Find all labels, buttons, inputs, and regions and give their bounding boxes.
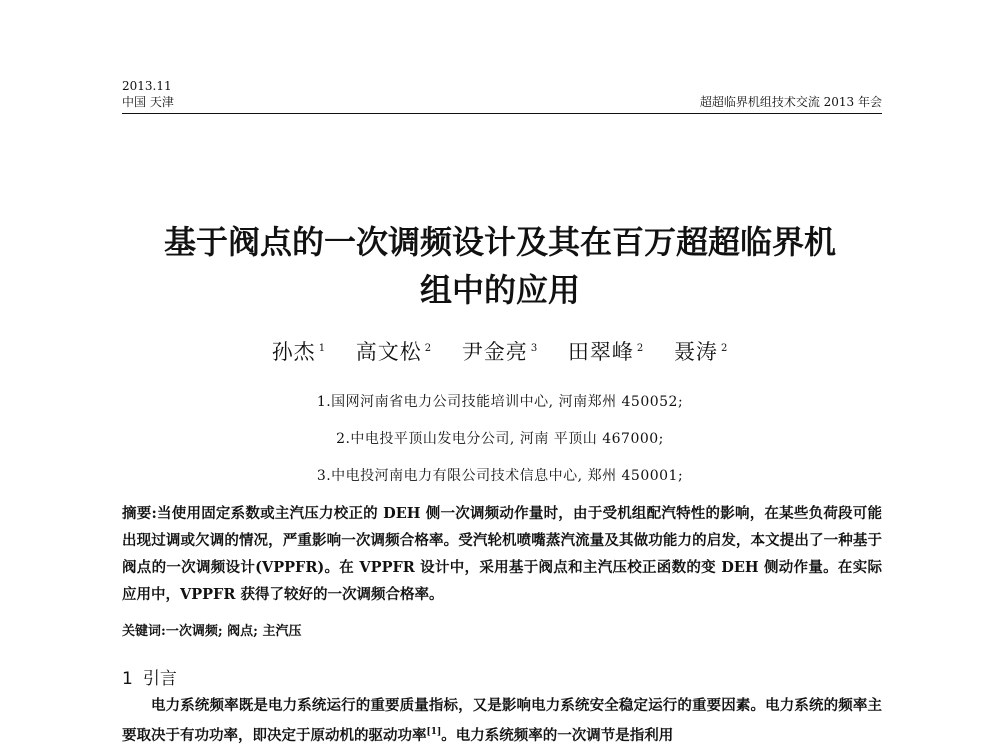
section-heading-intro [122,664,177,689]
section-number: 1 [122,669,133,689]
keywords [122,620,301,639]
intro-paragraph [122,692,882,749]
intro-text: 电力系统频率既是电力系统运行的重要质量指标，又是影响电力系统安全稳定运行的重要因素。电力系统的频率主要取决于有功功率，即决定于原动机的驱动功率 [122,697,882,744]
header-conference: 超超临界机组技术交流 2013 年会 [699,95,882,109]
abstract [122,500,882,608]
paper-title [110,218,890,314]
title-line-1: 基于阀点的一次调频设计及其在百万超超临界机 [163,223,836,261]
affiliation-2: 2.中电投平顶山发电分公司, 河南 平顶山 467000; [336,431,664,447]
author [674,340,728,364]
author [272,340,326,364]
author-affiliation-mark: 2 [720,343,729,354]
affiliation-3: 3.中电投河南电力有限公司技术信息中心, 郑州 450001; [316,468,684,484]
keywords-text: 一次调频; 阀点; 主汽压 [165,624,302,639]
author-name: 高文松 [355,340,422,364]
abstract-label: 摘要: [122,505,157,522]
author-affiliation-mark: 3 [530,343,539,354]
author [356,340,432,364]
header-date: 2013.11 [122,79,172,93]
author-list [0,336,1000,366]
author-name: 孙杰 [271,340,316,364]
author [568,340,644,364]
author-affiliation-mark: 1 [318,343,327,354]
author [462,340,538,364]
abstract-text: 当使用固定系数或主汽压力校正的 DEH 侧一次调频动作量时，由于受机组配汽特性的影响，在某些负荷段可能出现过调或欠调的情况，严重影响一次调频合格率。受汽轮机喷嘴蒸汽流量及其做功能力的启发，本文提出了一种基于阀点的一次调频设计(VPPFR)。在 VPPFR 设计中，采用基于阀点和主汽压校正函数的变 DEH 侧动作量。在实际应用中，VPPFR 获得了较好的一次调频合格率。 [122,505,883,603]
author-name: 聂涛 [673,340,718,364]
author-affiliation-mark: 2 [424,343,433,354]
section-title: 引言 [142,669,177,689]
affiliation-1: 1.国网河南省电力公司技能培训中心, 河南郑州 450052; [316,394,684,410]
intro-text-cont: 。电力系统频率的一次调节是指利用 [441,726,674,744]
author-affiliation-mark: 2 [636,343,645,354]
author-name: 田翠峰 [567,340,634,364]
header-location: 中国 天津 [122,95,174,109]
keywords-label: 关键词: [122,624,166,639]
citation-ref: [1] [426,727,442,737]
running-header-left [122,78,174,110]
title-line-2: 组中的应用 [419,271,580,309]
author-name: 尹金亮 [461,340,528,364]
header-rule [122,113,882,114]
